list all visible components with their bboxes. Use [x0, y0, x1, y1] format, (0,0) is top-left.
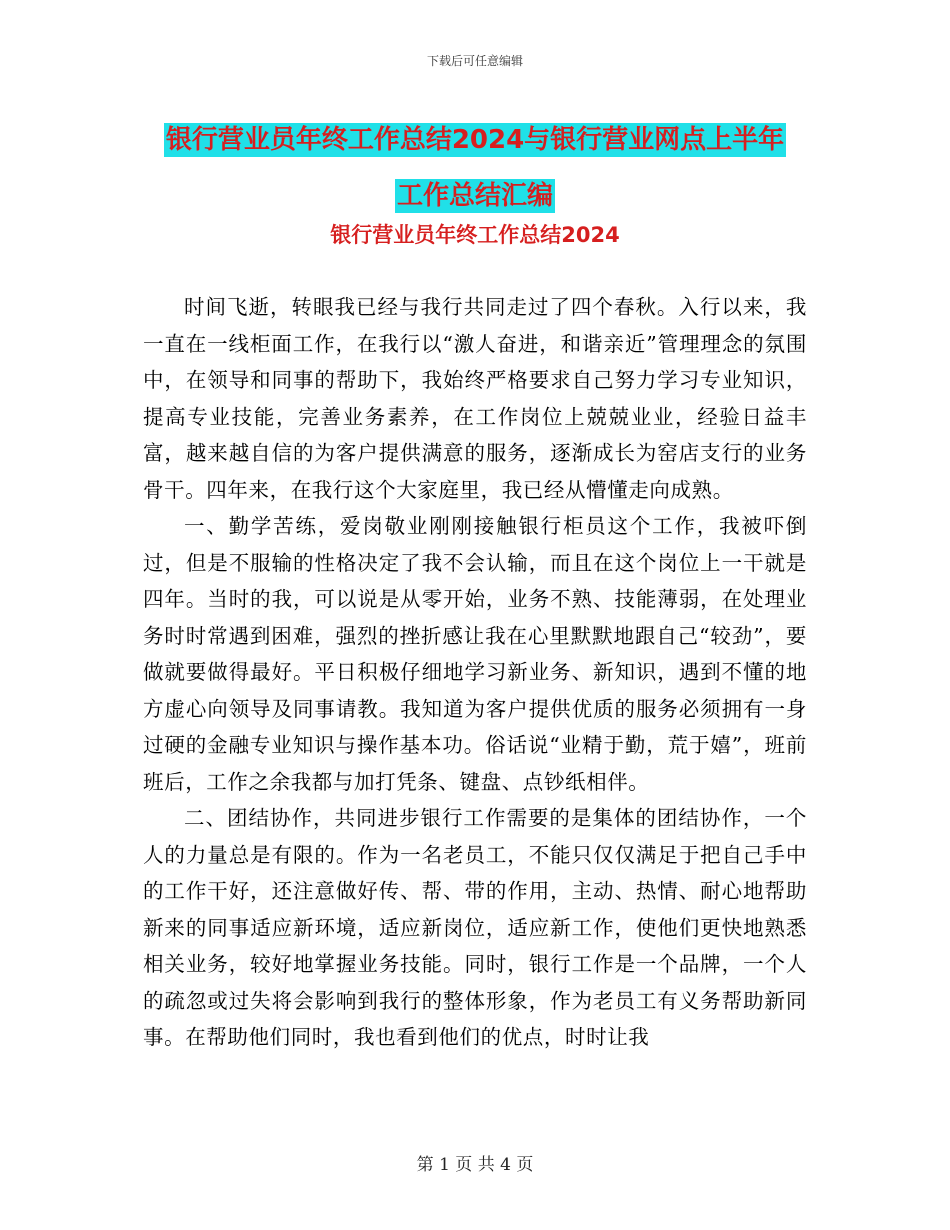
header-note: 下载后可任意编辑: [426, 54, 523, 68]
title-line-2: 工作总结汇编: [396, 181, 553, 211]
paragraph: 时间飞逝，转眼我已经与我行共同走过了四个春秋。入行以来，我一直在一线柜面工作，在我行以“激人奋进，和谐亲近”管理理念的氛围中，在领导和同事的帮助下，我始终严格要求自己努力学习专业知识，提高专业技能，完善业务素养，在工作岗位上兢兢业业，经验日益丰富，越来越自信的为客户提供满意的服务，逐渐成长为窑店支行的业务骨干。四年来，在我行这个大家庭里，我已经从懵懂走向成熟。: [143, 295, 807, 502]
title-line-1: 银行营业员年终工作总结2024与银行营业网点上半年: [165, 125, 785, 155]
page-number-footer: 第 1 页 共 4 页: [416, 1155, 534, 1175]
document-title: [0, 112, 950, 224]
body-text: [143, 289, 807, 1056]
paragraph: 一、勤学苦练，爱岗敬业刚刚接触银行柜员这个工作，我被吓倒过，但是不服输的性格决定了我不会认输，而且在这个岗位上一干就是四年。当时的我，可以说是从零开始，业务不熟、技能薄弱，在处理业务时时常遇到困难，强烈的挫折感让我在心里默默地跟自己“较劲”，要做就要做得最好。平日积极仔细地学习新业务、新知识，遇到不懂的地方虚心向领导及同事请教。我知道为客户提供优质的服务必须拥有一身过硬的金融专业知识与操作基本功。俗话说“业精于勤，荒于嬉”，班前班后，工作之余我都与加打凭条、键盘、点钞纸相伴。: [143, 514, 807, 794]
paragraph: 二、团结协作，共同进步银行工作需要的是集体的团结协作，一个人的力量总是有限的。作为一名老员工，不能只仅仅满足于把自己手中的工作干好，还注意做好传、帮、带的作用，主动、热情、耐心地帮助新来的同事适应新环境，适应新岗位，适应新工作，使他们更快地熟悉相关业务，较好地掌握业务技能。同时，银行工作是一个品牌，一个人的疏忽或过失将会影响到我行的整体形象，作为老员工有义务帮助新同事。在帮助他们同时，我也看到他们的优点，时时让我: [143, 806, 807, 1049]
section-title: 银行营业员年终工作总结2024: [330, 223, 620, 247]
